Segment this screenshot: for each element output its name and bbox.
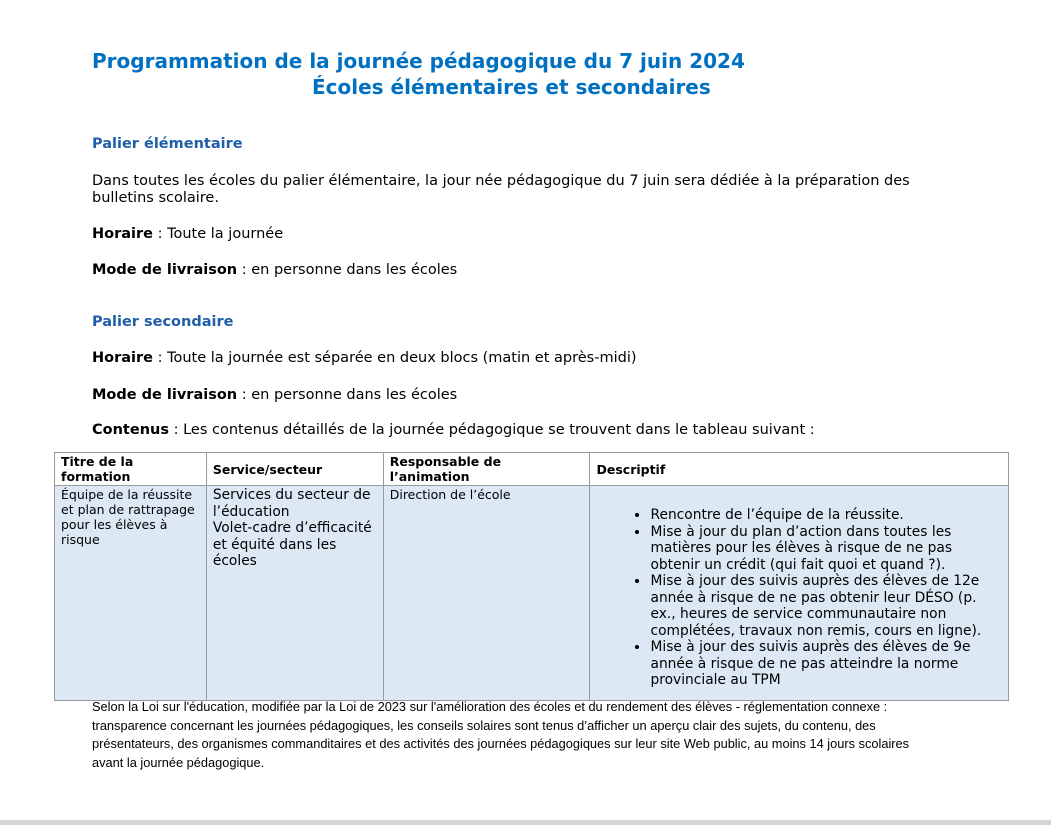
list-item: • Rencontre de l’équipe de la réussite. [650,507,1002,524]
responsable-text: Direction de l’école [389,487,511,502]
mode-label: Mode de livraison [92,387,238,403]
page-title [92,48,745,100]
titre-text: Équipe de la réussite et plan de rattrapage pour les élèves à risque [61,487,195,547]
contenus-value: : Les contenus détaillés de la journée pédagogique se trouvent dans le tableau suivant : [168,422,815,438]
horaire-value: : Toute la journée [153,226,284,242]
contenus-label: Contenus [92,422,169,438]
elementaire-horaire [92,226,942,243]
service-line-2: Volet-cadre d’efficacité et équité dans les écoles [212,520,372,569]
secondaire-mode [92,387,942,404]
header-service: Service/secteur [206,453,383,486]
mode-value: : en personne dans les écoles [237,387,458,403]
elementaire-mode [92,262,942,279]
header-responsable: Responsable de l’animation [383,453,590,486]
list-item: • Mise à jour du plan d’action dans toutes les matières pour les élèves à risque de ne pas obtenir un crédit (qui fait quoi et quand ?). [650,524,1002,574]
secondaire-contenus [92,422,942,439]
horaire-label: Horaire [92,226,153,242]
table-header-row [55,453,1009,486]
legal-note: Selon la Loi sur l'éducation, modifiée par la Loi de 2023 sur l'amélioration des écoles et du rendement des élèves - réglementation connexe : transparence concernant les journées pédagogiques, les conseils solaires sont tenus d’afficher un aperçu clair des sujets, du contenu, des présentateurs, des organismes commanditaires et des activités des journées pédagogiques sur leur site Web public, au moins 14 jours scolaires avant la journée pédagogique. [92,699,910,770]
mode-value: : en personne dans les écoles [237,262,458,278]
elementaire-intro: Dans toutes les écoles du palier élémentaire, la jour née pédagogique du 7 juin sera dédiée à la préparation des bulletins scolaire. [92,173,910,206]
cell-titre [55,486,207,701]
heading-palier-elementaire: Palier élémentaire [92,136,243,152]
header-descriptif: Descriptif [590,453,1009,486]
contents-table [54,452,1009,701]
descriptif-list [596,507,1002,689]
cell-service [206,486,383,701]
service-line-1: Services du secteur de l’éducation [212,487,371,520]
heading-palier-secondaire: Palier secondaire [92,314,234,330]
header-titre: Titre de la formation [55,453,207,486]
horaire-label: Horaire [92,350,153,366]
page-bottom-divider [0,820,1051,825]
table-row [55,486,1009,701]
secondaire-horaire [92,350,942,367]
page-title-line1: Programmation de la journée pédagogique du 7 juin 2024 [92,49,745,73]
horaire-value: : Toute la journée est séparée en deux blocs (matin et après-midi) [153,350,637,366]
mode-label: Mode de livraison [92,262,238,278]
list-item: • Mise à jour des suivis auprès des élèves de 9e année à risque de ne pas atteindre la norme provinciale au TPM [650,639,1002,689]
page-title-line2: Écoles élémentaires et secondaires [312,75,711,99]
cell-responsable [383,486,590,701]
cell-descriptif [590,486,1009,701]
list-item: • Mise à jour des suivis auprès des élèves de 12e année à risque de ne pas obtenir leur DÉSO (p. ex., heures de service communautaire non complétées, travaux non remis, cours en ligne). [650,573,1002,639]
